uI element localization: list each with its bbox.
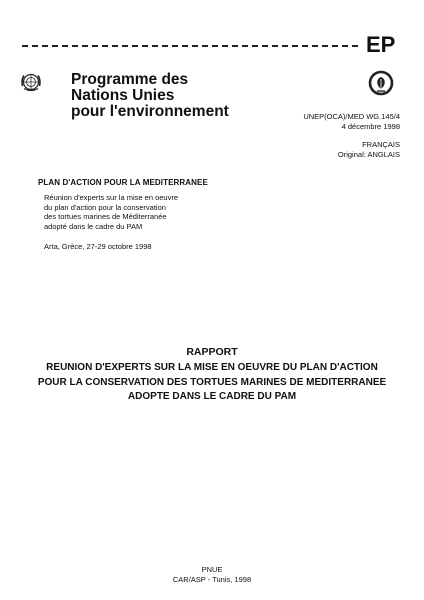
doc-number: UNEP(OCA)/MED WG.145/4 xyxy=(303,112,400,121)
ep-mark: EP xyxy=(366,32,396,57)
header-dashed-rule xyxy=(22,45,358,47)
venue-date: Arta, Grèce, 27-29 octobre 1998 xyxy=(44,242,152,251)
meeting-line: du plan d'action pour la conservation xyxy=(44,202,166,212)
document-reference xyxy=(303,112,400,132)
report-title xyxy=(0,361,424,405)
org-line-2: Nations Unies xyxy=(71,87,175,104)
plan-title: PLAN D'ACTION POUR LA MEDITERRANEE xyxy=(38,178,208,187)
original-language: Original: ANGLAIS xyxy=(337,149,400,159)
footer xyxy=(0,565,424,585)
report-title-line: POUR LA CONSERVATION DES TORTUES MARINES DE MEDITERRANEE xyxy=(37,376,387,388)
doc-language: FRANÇAIS xyxy=(362,140,400,149)
org-line-1: Programme des xyxy=(71,71,189,88)
language-info xyxy=(338,140,400,159)
meeting-line: Réunion d'experts sur la mise en oeuvre xyxy=(44,193,179,202)
report-label: RAPPORT xyxy=(186,346,238,358)
doc-date: 4 décembre 1998 xyxy=(341,122,400,131)
report-title-line: ADOPTE DANS LE CADRE DU PAM xyxy=(127,391,297,402)
meeting-line: des tortues marines de Méditerranée xyxy=(44,212,167,222)
org-line-3: pour l'environnement xyxy=(71,103,229,120)
footer-location-year: CAR/ASP - Tunis, 1998 xyxy=(172,575,252,584)
report-title-line: REUNION D'EXPERTS SUR LA MISE EN OEUVRE DU PLAN D'ACTION xyxy=(46,362,378,373)
meeting-line: adopté dans le cadre du PAM xyxy=(44,221,143,231)
un-emblem-icon xyxy=(20,71,42,93)
organization-name xyxy=(71,72,229,120)
meeting-description xyxy=(44,193,178,231)
footer-organization: PNUE xyxy=(201,565,223,574)
unep-emblem-icon xyxy=(367,69,395,97)
